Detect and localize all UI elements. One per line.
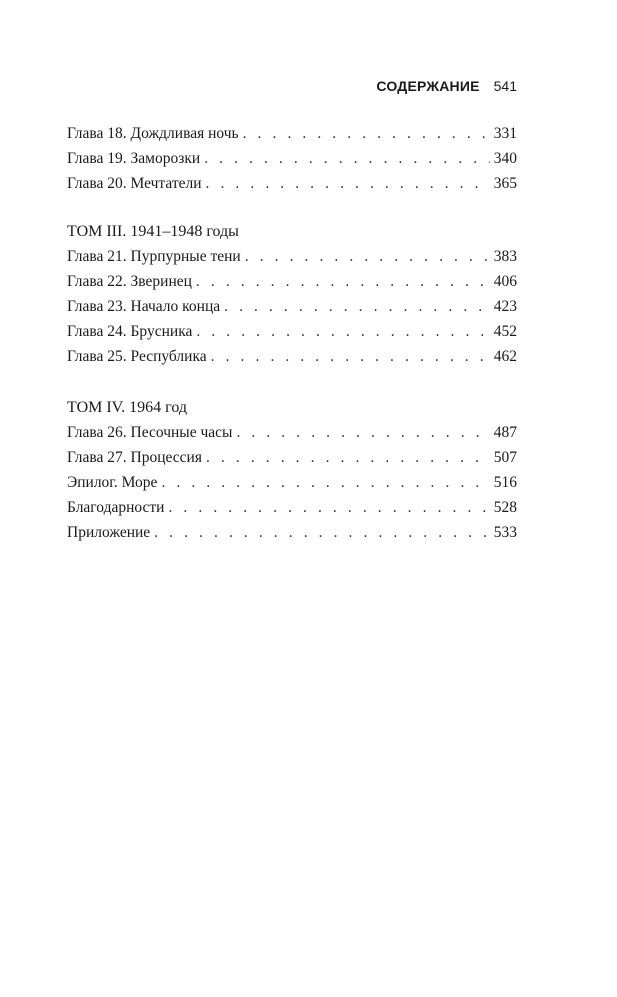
toc-entry-title: Глава 22. Зверинец <box>67 273 192 290</box>
toc-entry-title: Глава 26. Песочные часы <box>67 424 233 441</box>
dot-leader <box>206 445 490 470</box>
dot-leader <box>196 319 489 344</box>
toc-entry-title: Эпилог. Море <box>67 474 158 491</box>
dot-leader <box>161 470 489 495</box>
running-head <box>376 78 517 94</box>
toc-entry-title: Глава 23. Начало конца <box>67 298 221 315</box>
dot-leader <box>206 171 490 196</box>
toc-entry[interactable] <box>67 294 517 319</box>
toc-entry-page: 507 <box>493 449 517 466</box>
toc-entry-page: 365 <box>493 175 517 192</box>
dot-leader <box>245 244 490 269</box>
volume-heading: ТОМ IV. 1964 год <box>67 399 188 416</box>
toc-entry-page: 533 <box>493 524 517 541</box>
toc-entry-page: 423 <box>493 298 517 315</box>
dot-leader <box>211 344 490 369</box>
toc-entry[interactable] <box>67 146 517 171</box>
toc-entry-page: 452 <box>493 323 517 340</box>
toc-entry[interactable] <box>67 244 517 269</box>
toc-entry-title: Благодарности <box>67 499 165 516</box>
dot-leader <box>168 495 489 520</box>
toc-entry-page: 516 <box>493 474 517 491</box>
toc-entry[interactable] <box>67 495 517 520</box>
toc-entry-title: Глава 20. Мечтатели <box>67 175 202 192</box>
dot-leader <box>204 146 490 171</box>
toc-entry-title: Глава 25. Республика <box>67 348 207 365</box>
toc-entry[interactable] <box>67 171 517 196</box>
page-number: 541 <box>493 78 517 94</box>
dot-leader <box>196 269 490 294</box>
toc-entry[interactable] <box>67 344 517 369</box>
toc-entry-page: 528 <box>493 499 517 516</box>
toc-entry[interactable] <box>67 470 517 495</box>
toc-entry[interactable] <box>67 319 517 344</box>
toc-entry-title: Глава 18. Дождливая ночь <box>67 125 239 142</box>
toc-entry-title: Глава 27. Процессия <box>67 449 202 466</box>
dot-leader <box>154 520 490 545</box>
toc-entry-page: 383 <box>493 248 517 265</box>
toc-entry[interactable] <box>67 445 517 470</box>
dot-leader <box>224 294 490 319</box>
toc-section-volume-4 <box>67 395 517 545</box>
toc-entry[interactable] <box>67 121 517 146</box>
toc-entry-page: 340 <box>493 150 517 167</box>
toc-entry-page: 462 <box>493 348 517 365</box>
toc-entry-title: Глава 21. Пурпурные тени <box>67 248 241 265</box>
toc-entry-title: Приложение <box>67 524 151 541</box>
toc-section-continued <box>67 121 517 196</box>
toc-entry[interactable] <box>67 269 517 294</box>
toc-entry-title: Глава 24. Брусника <box>67 323 193 340</box>
toc-entry-page: 331 <box>493 125 517 142</box>
toc-entry[interactable] <box>67 420 517 445</box>
toc-entry-page: 487 <box>493 424 517 441</box>
running-head-title: СОДЕРЖАНИЕ <box>376 78 480 94</box>
dot-leader <box>243 121 490 146</box>
toc-entry-title: Глава 19. Заморозки <box>67 150 201 167</box>
toc-entry[interactable] <box>67 520 517 545</box>
volume-heading: ТОМ III. 1941–1948 годы <box>67 223 239 240</box>
toc-entry-page: 406 <box>493 273 517 290</box>
toc-section-volume-3 <box>67 219 517 369</box>
dot-leader <box>236 420 489 445</box>
